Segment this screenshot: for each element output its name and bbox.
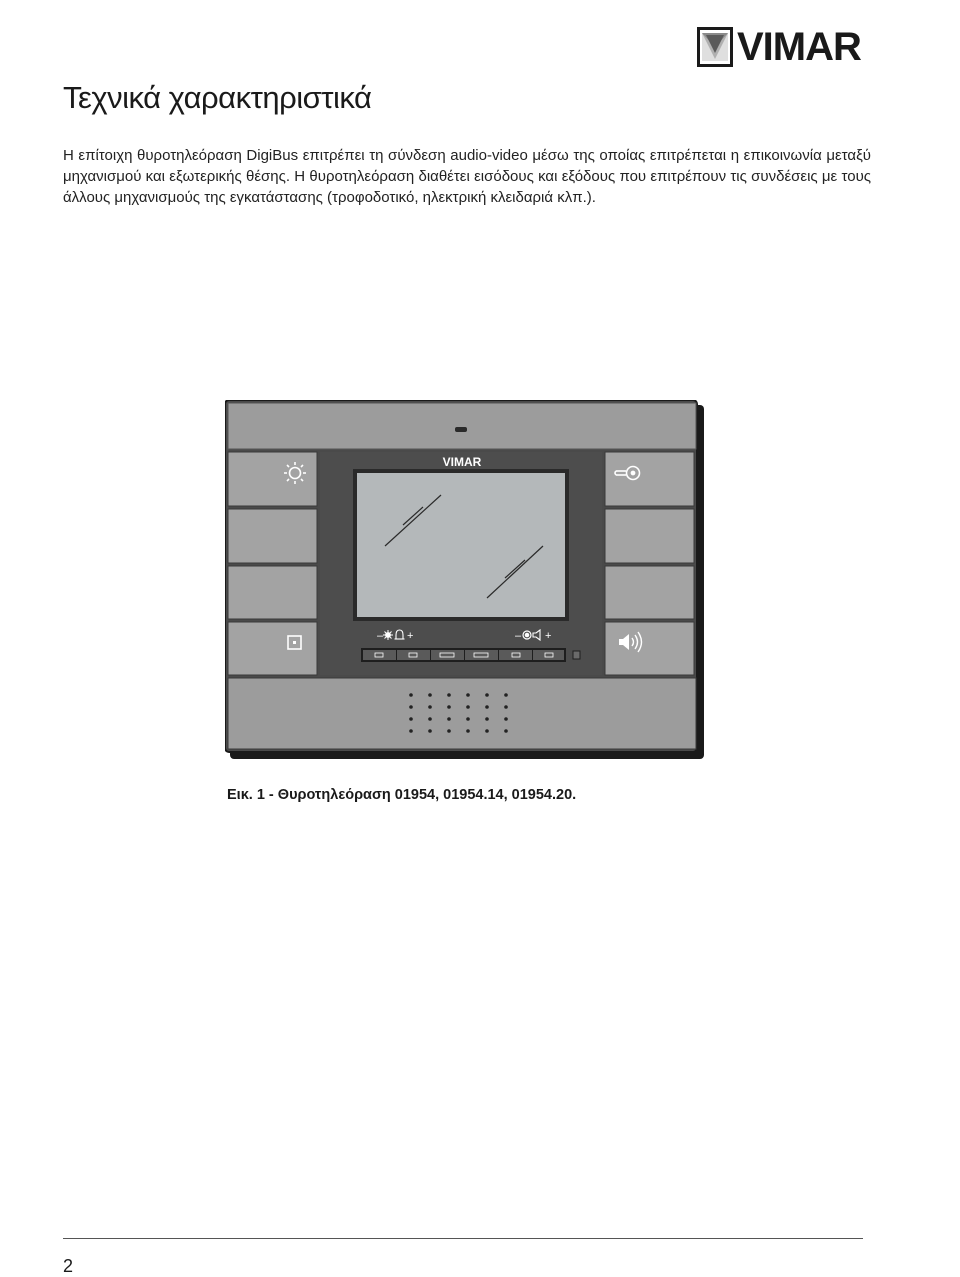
brightness-icon — [383, 630, 393, 640]
left-minus-label: – — [377, 630, 384, 642]
video-doorphone-drawing — [225, 400, 705, 760]
device-brand-label: VIMAR — [442, 455, 482, 469]
right-button-column — [605, 452, 694, 675]
right-minus-label: – — [515, 630, 522, 642]
video-doorphone-figure — [225, 400, 705, 760]
figure-caption: Εικ. 1 - Θυροτηλεόραση 01954, 01954.14, 01954.20. — [227, 787, 577, 803]
left-button-column — [228, 452, 317, 675]
adjustment-buttons — [361, 648, 580, 662]
vimar-emblem-icon — [697, 27, 733, 67]
vimar-logo — [697, 27, 865, 67]
right-plus-label: + — [545, 630, 552, 642]
page-title: Τεχνικά χαρακτηριστικά — [63, 80, 372, 115]
status-led — [455, 427, 467, 432]
logo-text: VIMAR — [737, 25, 861, 69]
intro-paragraph: Η επίτοιχη θυροτηλεόραση DigiBus επιτρέπει τη σύνδεση audio-video μέσω της οποίας επιτρέπεται η επικοινωνία μεταξύ μηχανισμού και εξωτερικής θέσης. Η θυροτηλεόραση διαθέτει εισόδους και εξόδους που επιτρέπουν τις συνδέσεις με τους άλλους μηχανισμούς της εγκατάστασης (τροφοδοτικό, ηλεκτρική κλειδαριά κλπ.). — [63, 147, 871, 206]
page-number: 2 — [63, 1256, 74, 1276]
display-screen — [357, 473, 565, 617]
footer-divider — [63, 1238, 863, 1239]
left-plus-label: + — [407, 630, 414, 642]
